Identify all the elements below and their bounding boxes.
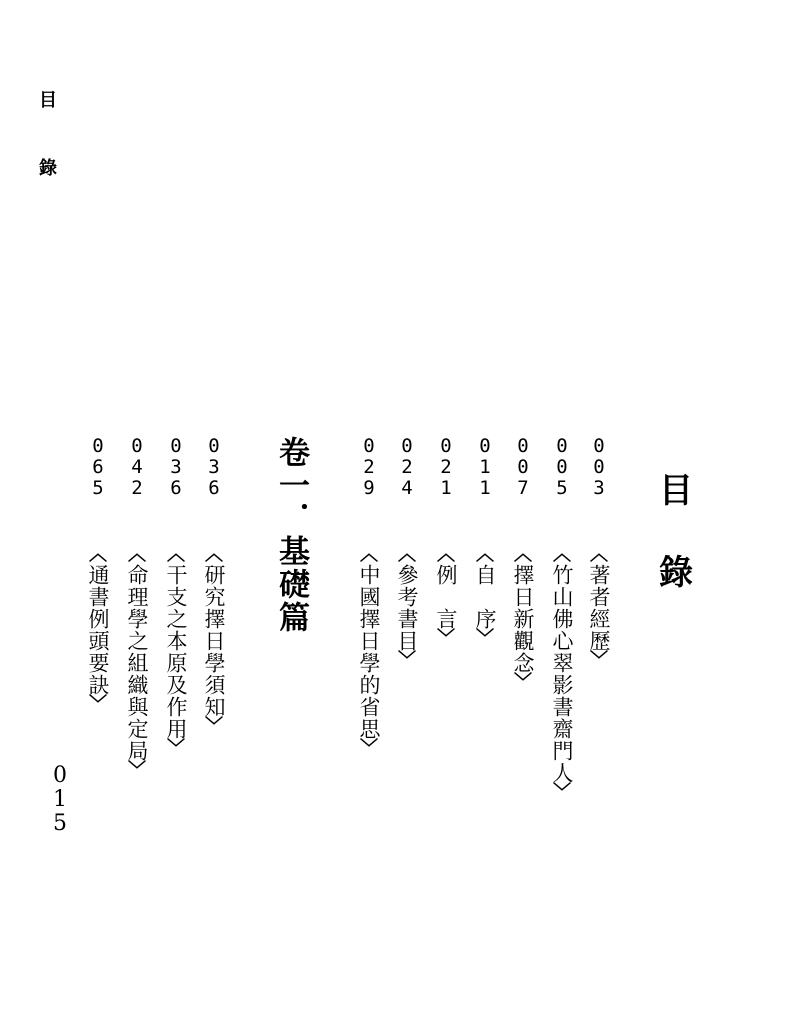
toc-entry[interactable] [123, 435, 151, 781]
entry-page-number: 0 0 7 [517, 435, 529, 499]
entry-title: 自 序 [473, 564, 497, 630]
close-bracket: ﹀ [514, 672, 532, 693]
toc-entry[interactable] [432, 435, 460, 649]
entry-page-number: 0 1 1 [479, 435, 491, 499]
toc-entry[interactable] [509, 435, 537, 693]
open-bracket: ︿ [360, 544, 378, 565]
close-bracket: ﹀ [360, 738, 378, 759]
open-bracket: ︿ [553, 544, 571, 565]
entry-page-number: 0 0 5 [556, 435, 568, 499]
toc-entry[interactable] [548, 435, 576, 803]
open-bracket: ︿ [437, 544, 455, 565]
entry-page-number: 0 2 1 [440, 435, 452, 499]
open-bracket: ︿ [514, 544, 532, 565]
close-bracket: ﹀ [590, 650, 608, 671]
entry-title: 干支之本原及作用 [164, 564, 188, 740]
toc-entry[interactable] [393, 435, 421, 671]
entry-title: 通書例頭要訣 [86, 564, 110, 696]
entry-title: 中國擇日學的省思 [357, 564, 381, 740]
entry-page-number: 0 2 9 [363, 435, 375, 499]
entry-page-number: 0 3 6 [208, 435, 220, 499]
open-bracket: ︿ [167, 544, 185, 565]
volume-heading: 卷一．基礎篇 [273, 436, 309, 634]
close-bracket: ﹀ [128, 760, 146, 781]
toc-entry[interactable] [200, 435, 228, 737]
entry-page-number: 0 3 6 [170, 435, 182, 499]
toc-entry[interactable] [471, 435, 499, 649]
close-bracket: ﹀ [398, 650, 416, 671]
entry-title: 著者經歷 [587, 564, 611, 652]
close-bracket: ﹀ [89, 694, 107, 715]
toc-entry[interactable] [585, 435, 613, 671]
close-bracket: ﹀ [437, 628, 455, 649]
toc-entry[interactable] [162, 435, 190, 759]
entry-title: 參考書目 [395, 564, 419, 652]
toc-entry[interactable] [355, 435, 383, 759]
entry-title: 擇日新觀念 [511, 564, 535, 674]
running-header-char-2: 錄 [39, 158, 57, 179]
toc-entry[interactable] [84, 435, 112, 715]
entry-page-number: 0 4 2 [131, 435, 143, 499]
close-bracket: ﹀ [476, 628, 494, 649]
open-bracket: ︿ [398, 544, 416, 565]
entry-title: 研究擇日學須知 [202, 564, 226, 718]
open-bracket: ︿ [476, 544, 494, 565]
entry-page-number: 0 0 3 [593, 435, 605, 499]
open-bracket: ︿ [128, 544, 146, 565]
open-bracket: ︿ [205, 544, 223, 565]
entry-title: 竹山佛心翠影書齋門人 [550, 564, 574, 784]
running-header-char-1: 目 [39, 90, 57, 111]
close-bracket: ﹀ [553, 782, 571, 803]
entry-page-number: 0 6 5 [92, 435, 104, 499]
page-number: 0 1 5 [53, 763, 67, 836]
entry-page-number: 0 2 4 [401, 435, 413, 499]
toc-title-char-2: 錄 [659, 553, 693, 593]
entry-title: 例 言 [434, 564, 458, 630]
toc-title [654, 472, 698, 592]
toc-title-char-1: 目 [659, 471, 693, 511]
close-bracket: ﹀ [205, 716, 223, 737]
entry-title: 命理學之組織與定局 [125, 564, 149, 762]
open-bracket: ︿ [89, 544, 107, 565]
close-bracket: ﹀ [167, 738, 185, 759]
open-bracket: ︿ [590, 544, 608, 565]
running-header [36, 92, 60, 178]
